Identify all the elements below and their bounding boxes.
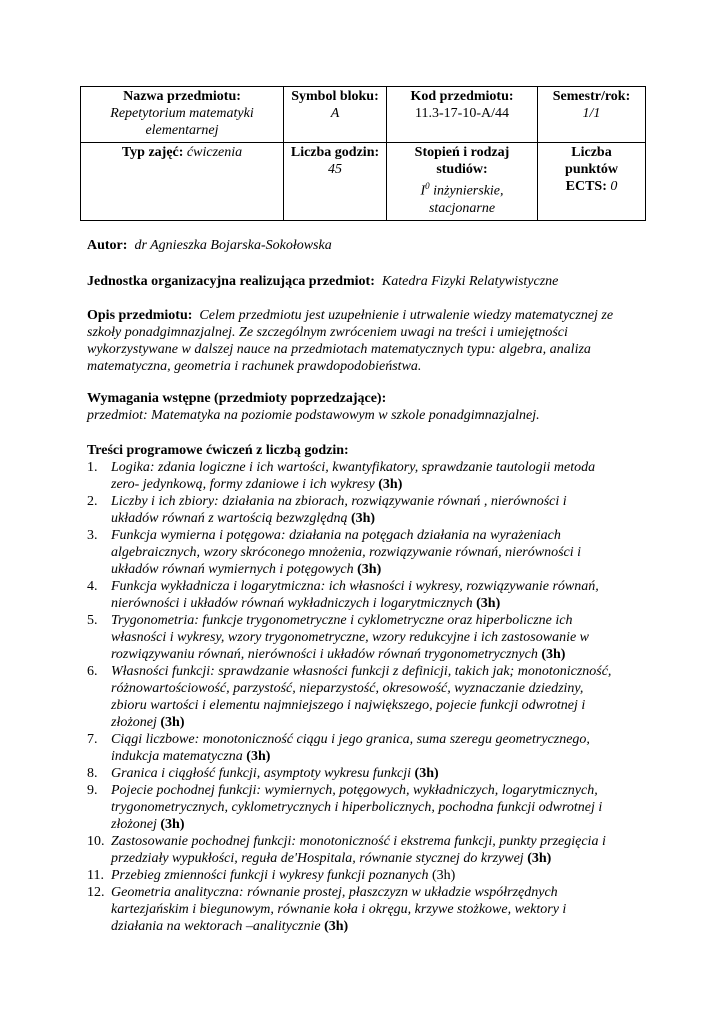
topic-text: kartezjańskim i biegunowym, równanie koła i okręgu, krzywe stożkowe, wektory i — [111, 902, 567, 917]
class-type-value: ćwiczenia — [186, 145, 243, 160]
topic-number: 4. — [87, 579, 98, 594]
topic-text: Ciągi liczbowe: monotoniczność ciągu i jego granica, suma szeregu geometrycznego, — [111, 732, 590, 747]
hours-cell — [284, 143, 387, 221]
topic-number: 11. — [87, 868, 104, 883]
topic-text-line — [111, 612, 647, 629]
topic-text: algebraicznych, wzory skróconego mnożenia, rozwiązywanie równań, nierówności i — [111, 545, 582, 560]
topic-text: układów równań wymiernych i potęgowych — [111, 562, 358, 577]
topic-text-line — [111, 748, 647, 765]
study-level-value-line1 — [390, 178, 534, 200]
course-code-label: Kod przedmiotu: — [410, 89, 514, 104]
author-section — [87, 237, 647, 254]
study-level-value-line2: stacjonarne — [428, 200, 496, 216]
topic-text: rozwiązywaniu równań, nierówności i układów równań trygonometrycznych — [111, 647, 542, 662]
topic-text-line — [111, 476, 647, 493]
description-line2: szkoły ponadgimnazjalnej. Ze szczególnym zwróceniem uwagi na treści i umiejętności — [87, 325, 568, 340]
org-unit-label: Jednostka organizacyjna realizująca przedmiot: — [87, 274, 375, 289]
topic-number: 6. — [87, 664, 98, 679]
topic-text-line — [111, 799, 647, 816]
topic-text: Własności funkcji: sprawdzanie własności funkcji z definicji, takich jak; monotoniczność, — [111, 664, 612, 679]
program-topic-item — [87, 731, 647, 765]
topic-text: Funkcja wykładnicza i logarytmiczna: ich własności i wykresy, rozwiązywanie równań, — [111, 579, 599, 594]
topic-text-line — [111, 918, 647, 935]
description-line1: Celem przedmiotu jest uzupełnienie i utrwalenie wiedzy matematycznej ze — [199, 308, 614, 323]
program-topic-item — [87, 884, 647, 935]
semester-value: 1/1 — [582, 106, 601, 121]
topic-hours: (3h) — [357, 562, 382, 577]
topic-text: Geometria analityczna: równanie prostej, płaszczyzn w układzie współrzędnych — [111, 885, 558, 900]
topic-text-line — [111, 867, 647, 884]
topic-hours: (3h) — [160, 817, 185, 832]
topic-text-line — [111, 697, 647, 714]
topic-number: 12. — [87, 885, 105, 900]
topic-text-line — [111, 527, 647, 544]
block-symbol-label: Symbol bloku: — [291, 89, 379, 104]
topic-text-line — [111, 646, 647, 663]
program-topic-item — [87, 867, 647, 884]
topic-number: 2. — [87, 494, 98, 509]
topic-text-line — [111, 782, 647, 799]
topic-text: działania na wektorach –analitycznie — [111, 919, 325, 934]
program-topic-list — [87, 459, 647, 935]
program-label: Treści programowe ćwiczeń z liczbą godzin: — [87, 443, 349, 458]
topic-hours: (3h) — [350, 511, 376, 526]
topic-text-line — [111, 901, 647, 918]
semester-label: Semestr/rok: — [552, 89, 631, 104]
class-type-label: Typ zajęć: — [121, 145, 184, 160]
topic-text: Przebieg zmienności funkcji i wykresy funkcji poznanych — [111, 868, 433, 883]
ects-line3 — [541, 178, 642, 195]
topic-hours: (3h) — [527, 851, 552, 866]
class-type-cell — [81, 143, 284, 221]
prerequisites-label: Wymagania wstępne (przedmioty poprzedzające): — [87, 391, 387, 406]
topic-number: 8. — [87, 766, 98, 781]
topic-text: złożonej — [111, 715, 161, 730]
program-topic-item — [87, 765, 647, 782]
topic-hours: (3h) — [160, 715, 185, 730]
topic-number: 1. — [87, 460, 98, 475]
topic-hours: (3h) — [476, 596, 501, 611]
topic-text-line — [111, 544, 647, 561]
topic-text-line — [111, 731, 647, 748]
topic-hours: (3h) — [378, 477, 403, 492]
topic-text: Trygonometria: funkcje trygonometryczne i cyklometryczne oraz hiperboliczne ich — [111, 613, 573, 628]
topic-text: zbioru wartości i elementu najmniejszego i największego, pojecie funkcji odwrotnej i — [111, 698, 586, 713]
course-name-label: Nazwa przedmiotu: — [123, 89, 241, 104]
org-unit-section — [87, 273, 647, 290]
topic-text: Logika: zdania logiczne i ich wartości, kwantyfikatory, sprawdzanie tautologii metoda — [111, 460, 596, 475]
topic-hours: (3h) — [246, 749, 271, 764]
program-topic-item — [87, 459, 647, 493]
topic-hours: (3h) — [432, 868, 456, 883]
topic-number: 7. — [87, 732, 98, 747]
topic-text: zero- jedynkową, formy zdaniowe i ich wykresy — [111, 477, 379, 492]
author-label: Autor: — [87, 238, 128, 253]
topic-text-line — [111, 561, 647, 578]
topic-text: własności i wykresy, wzory trygonometryczne, wzory redukcyjne i ich zastosowanie w — [111, 630, 590, 645]
ects-label-line3: ECTS: — [565, 179, 607, 194]
topic-text-line — [111, 833, 647, 850]
course-code-cell — [387, 87, 538, 143]
program-topic-item — [87, 782, 647, 833]
topic-text-line — [111, 459, 647, 476]
ects-value: 0 — [610, 179, 618, 194]
topic-text: złożonej — [111, 817, 161, 832]
topic-text-line — [111, 765, 647, 782]
topic-text-line — [111, 595, 647, 612]
block-symbol-value: A — [330, 106, 340, 121]
author-value: dr Agnieszka Bojarska-Sokołowska — [134, 238, 332, 253]
description-label: Opis przedmiotu: — [87, 308, 193, 323]
topic-text-line — [111, 680, 647, 697]
topic-text-line — [111, 714, 647, 731]
course-name-line1: Repetytorium matematyki — [110, 106, 254, 121]
hours-value: 45 — [328, 162, 342, 177]
study-level-cell — [387, 143, 538, 221]
topic-text-line — [111, 850, 647, 867]
topic-text: przedziały wypukłości, reguła de'Hospitala, równanie stycznej do krzywej — [111, 851, 528, 866]
study-level-label-line1: Stopień i rodzaj — [414, 145, 510, 160]
org-unit-value: Katedra Fizyki Relatywistyczne — [381, 274, 559, 289]
topic-text-line — [111, 510, 647, 527]
study-level-value-text: inżynierskie, — [429, 183, 504, 199]
topic-text-line — [111, 629, 647, 646]
description-line4: matematyczna, geometria i rachunek prawdopodobieństwa. — [87, 359, 422, 374]
study-level-sup: 0 — [425, 181, 430, 191]
topic-text: trygonometrycznych, cyklometrycznych i hiperbolicznych, pochodna funkcji odwrotnej i — [111, 800, 603, 815]
program-topic-item — [87, 612, 647, 663]
study-level-numeral: I — [420, 183, 426, 199]
ects-label-line2: punktów — [565, 162, 618, 177]
course-code-value: 11.3-17-10-A/44 — [415, 106, 509, 121]
description-section — [87, 307, 647, 375]
program-topic-item — [87, 493, 647, 527]
program-topic-item — [87, 663, 647, 731]
topic-number: 10. — [87, 834, 105, 849]
topic-hours: (3h) — [414, 766, 439, 781]
course-name-line2: elementarnej — [145, 123, 219, 138]
topic-hours: (3h) — [324, 919, 349, 934]
program-section — [87, 442, 647, 935]
study-level-label-line2: studiów: — [436, 162, 488, 177]
topic-hours: (3h) — [541, 647, 566, 662]
topic-text-line — [111, 493, 647, 510]
topic-text: Funkcja wymierna i potęgowa: działania na potęgach działania na wyrażeniach — [111, 528, 561, 543]
block-symbol-cell — [284, 87, 387, 143]
topic-text: Granica i ciągłość funkcji, asymptoty wykresu funkcji — [111, 766, 415, 781]
program-topic-item — [87, 527, 647, 578]
program-topic-item — [87, 578, 647, 612]
topic-text: Zastosowanie pochodnej funkcji: monotoniczność i ekstrema funkcji, punkty przegięcia i — [111, 834, 606, 849]
topic-number: 5. — [87, 613, 98, 628]
topic-text: nierówności i układów równań wykładniczych i logarytmicznych — [111, 596, 477, 611]
topic-number: 3. — [87, 528, 98, 543]
topic-number: 9. — [87, 783, 98, 798]
program-topic-item — [87, 833, 647, 867]
semester-cell — [538, 87, 646, 143]
prerequisites-section — [87, 390, 647, 424]
prerequisites-value: przedmiot: Matematyka na poziomie podstawowym w szkole ponadgimnazjalnej. — [87, 408, 540, 423]
topic-text: Pojecie pochodnej funkcji: wymiernych, potęgowych, wykładniczych, logarytmicznych, — [111, 783, 598, 798]
topic-text: różnowartościowość, parzystość, nieparzystość, okresowość, wyznaczanie dziedziny, — [111, 681, 584, 696]
course-info-table — [80, 86, 646, 221]
course-name-cell — [81, 87, 284, 143]
ects-cell — [538, 143, 646, 221]
topic-text-line — [111, 816, 647, 833]
topic-text-line — [111, 884, 647, 901]
topic-text: Liczby i ich zbiory: działania na zbiorach, rozwiązywanie równań , nierówności i — [111, 494, 567, 509]
hours-label: Liczba godzin: — [290, 145, 380, 160]
topic-text: układów równań z wartością bezwzględną — [111, 511, 351, 526]
topic-text-line — [111, 663, 647, 680]
description-line3: wykorzystywane w dalszej nauce na przedmiotach matematycznych typu: algebra, analiza — [87, 342, 591, 357]
ects-label-line1: Liczba — [571, 145, 612, 160]
topic-text-line — [111, 578, 647, 595]
topic-text: indukcja matematyczna — [111, 749, 247, 764]
